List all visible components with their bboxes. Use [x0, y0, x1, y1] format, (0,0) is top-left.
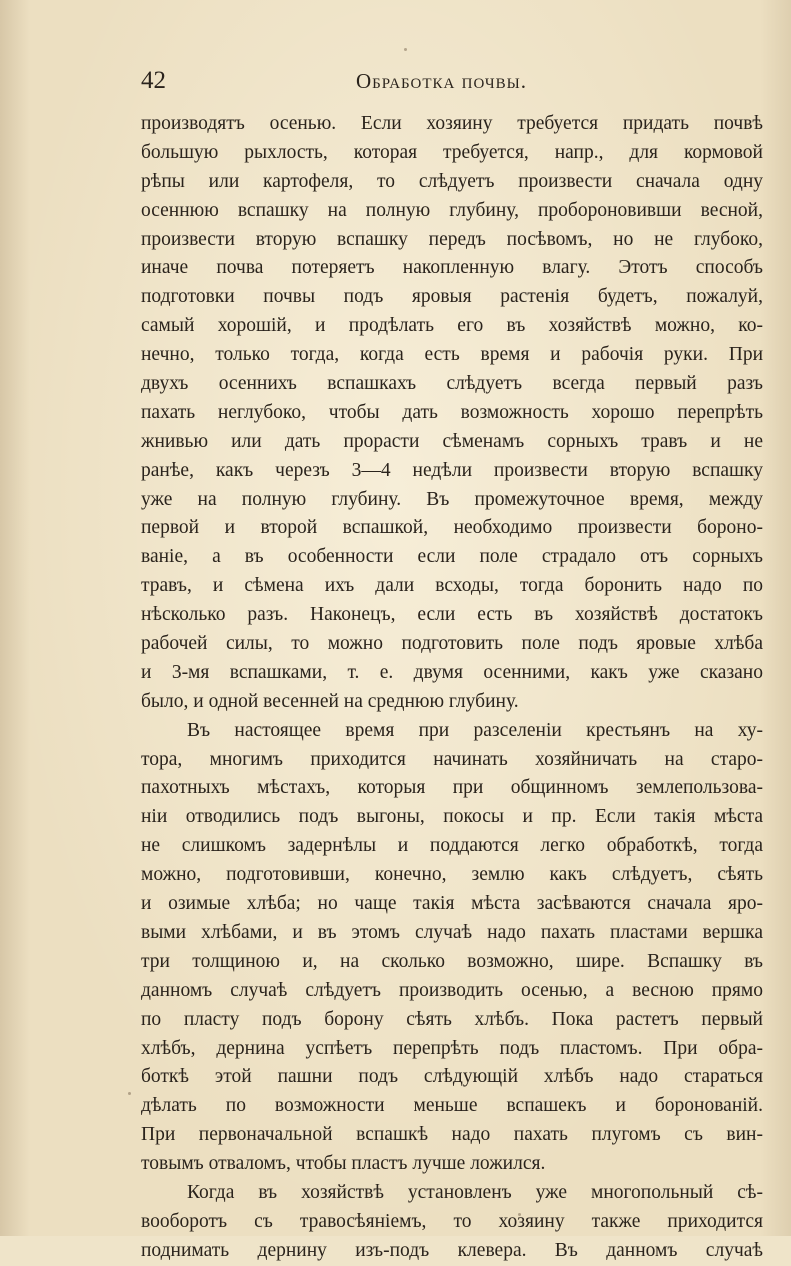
- text-line: травъ, и сѣмена ихъ дали всходы, тогда боронить надо по: [141, 575, 763, 597]
- text-line: первой и второй вспашкой, необходимо произвести бороно-: [141, 517, 763, 539]
- text-line: ваніе, а въ особенности если поле страдало отъ сорныхъ: [141, 546, 763, 568]
- text-line: можно, подготовивши, конечно, землю какъ слѣдуетъ, сѣять: [141, 864, 763, 886]
- body-text: [141, 110, 763, 1266]
- text-line: боткѣ этой пашни подъ слѣдующій хлѣбъ надо стараться: [141, 1066, 763, 1088]
- text-line: вооборотъ съ травосѣяніемъ, то хозяину также приходится: [141, 1210, 763, 1232]
- text-line: Въ настоящее время при разселеніи крестьянъ на ху-: [187, 719, 763, 741]
- text-line: выми хлѣбами, и въ этомъ случаѣ надо пахать пластами вершка: [141, 921, 763, 943]
- text-line: товымъ отваломъ, чтобы пластъ лучше ложился.: [141, 1153, 546, 1175]
- text-line: хлѣбъ, дернина успѣетъ перепрѣть подъ пластомъ. При обра-: [141, 1037, 763, 1059]
- text-line: произвести вторую вспашку передъ посѣвомъ, но не глубоко,: [141, 228, 763, 250]
- text-line: три толщиною и, на сколько возможно, шире. Вспашку въ: [141, 950, 763, 972]
- page-header: [141, 64, 761, 98]
- text-line: ранѣе, какъ черезъ 3—4 недѣли произвести вторую вспашку: [141, 459, 763, 481]
- text-line: двухъ осеннихъ вспашкахъ слѣдуетъ всегда первый разъ: [141, 373, 763, 395]
- text-line: и озимые хлѣба; но чаще такія мѣста засѣваются сначала яро-: [141, 893, 763, 915]
- running-title: Обработка почвы.: [356, 69, 528, 93]
- text-line: рабочей силы, то можно подготовить поле подъ яровые хлѣба: [141, 633, 763, 655]
- text-line: нѣсколько разъ. Наконецъ, если есть въ хозяйствѣ достатокъ: [141, 604, 763, 626]
- text-line: поднимать дернину изъ-подъ клевера. Въ данномъ случаѣ: [141, 1239, 763, 1261]
- print-speck: [128, 1092, 131, 1095]
- text-line: данномъ случаѣ слѣдуетъ производить осенью, а весною прямо: [141, 979, 763, 1001]
- text-line: не слишкомъ задернѣлы и поддаются легко обработкѣ, тогда: [141, 835, 763, 857]
- text-line: нечно, только тогда, когда есть время и рабочія руки. При: [141, 344, 763, 366]
- text-line: иначе почва потеряетъ накопленную влагу. Этотъ способъ: [141, 257, 763, 279]
- text-line: При первоначальной вспашкѣ надо пахать плугомъ съ вин-: [141, 1124, 763, 1146]
- text-line: тора, многимъ приходится начинать хозяйничать на старо-: [141, 748, 763, 770]
- text-line: было, и одной весенней на среднюю глубину.: [141, 690, 519, 712]
- paragraph: [141, 110, 763, 717]
- text-line: пахотныхъ мѣстахъ, которыя при общинномъ землепользова-: [141, 777, 763, 799]
- text-line: производятъ осенью. Если хозяину требуется придать почвѣ: [141, 113, 763, 134]
- text-line: жнивью или дать прорасти сѣменамъ сорныхъ травъ и не: [141, 430, 763, 452]
- text-line: Когда въ хозяйствѣ установленъ уже многопольный сѣ-: [187, 1181, 763, 1203]
- text-line: подготовки почвы подъ яровыя растенія будетъ, пожалуй,: [141, 286, 763, 308]
- paragraph: [141, 1179, 763, 1266]
- text-line: и 3-мя вспашками, т. е. двумя осенними, какъ уже сказано: [141, 661, 763, 683]
- text-line: рѣпы или картофеля, то слѣдуетъ произвести сначала одну: [141, 170, 763, 192]
- text-line: дѣлать по возможности меньше вспашекъ и боронованій.: [141, 1095, 763, 1117]
- text-line: по пласту подъ борону сѣять хлѣбъ. Пока растетъ первый: [141, 1008, 763, 1030]
- text-line: большую рыхлость, которая требуется, напр., для кормовой: [141, 141, 763, 163]
- text-line: самый хорошій, и продѣлать его въ хозяйствѣ можно, ко-: [141, 315, 763, 337]
- text-line: ніи отводились подъ выгоны, покосы и пр. Если такія мѣста: [141, 806, 763, 828]
- paragraph: [141, 717, 763, 1179]
- print-speck: [404, 48, 407, 51]
- page-number: 42: [141, 67, 166, 94]
- text-line: осеннюю вспашку на полную глубину, пробороновивши весной,: [141, 199, 763, 221]
- text-line: пахать неглубоко, чтобы дать возможность хорошо перепрѣть: [141, 401, 763, 423]
- text-line: уже на полную глубину. Въ промежуточное время, между: [141, 488, 763, 510]
